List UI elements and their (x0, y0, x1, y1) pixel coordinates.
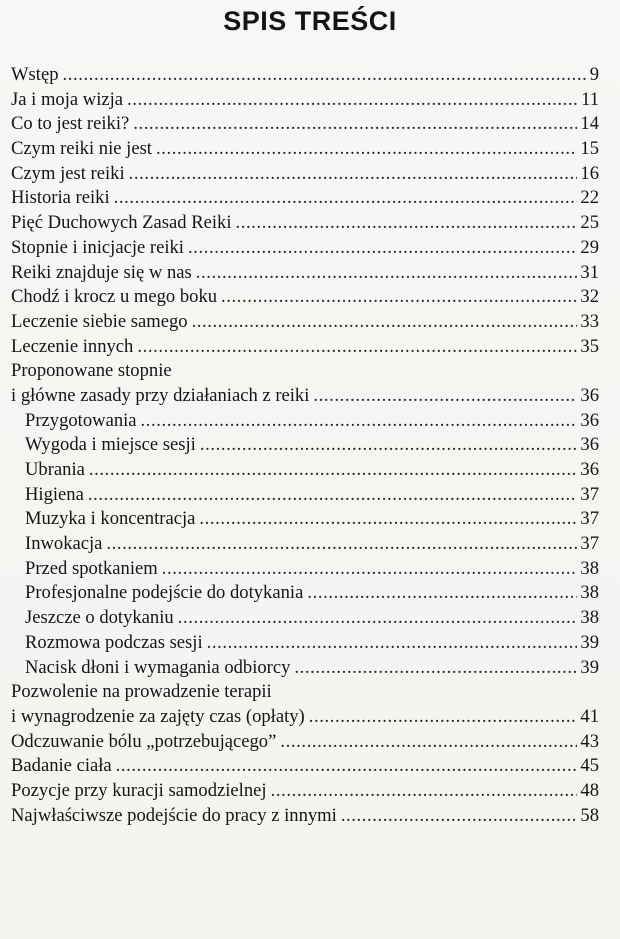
dot-leader (137, 335, 577, 360)
toc-subentry (11, 631, 599, 656)
toc-entry-label: Przed spotkaniem (25, 557, 158, 579)
toc-entry-page: 38 (580, 557, 599, 579)
toc-entry-page: 48 (580, 779, 599, 801)
toc-entry-page: 36 (580, 434, 599, 456)
dot-leader (106, 532, 577, 557)
dot-leader (221, 285, 577, 310)
toc-entry-page: 16 (580, 162, 599, 184)
dot-leader (280, 730, 577, 755)
toc-entry-page: 14 (580, 113, 599, 135)
toc-subentry (11, 433, 599, 458)
dot-leader (129, 162, 578, 187)
toc-entry (11, 112, 599, 137)
dot-leader (307, 581, 577, 606)
dot-leader (178, 606, 578, 631)
dot-leader (313, 384, 577, 409)
toc-entry-page: 39 (580, 656, 599, 678)
dot-leader (141, 409, 578, 434)
toc-entry-label: Jeszcze o dotykaniu (25, 607, 174, 629)
toc-entry-page: 22 (580, 187, 599, 209)
toc-entry-heading-line (11, 359, 599, 384)
toc-entry-page: 29 (580, 236, 599, 258)
toc-entry (11, 730, 599, 755)
toc-entry-page: 41 (580, 705, 599, 727)
toc-entry-label-line1: Pozwolenie na prowadzenie terapii (11, 681, 272, 703)
toc-entry-page: 35 (580, 335, 599, 357)
toc-subentry (11, 606, 599, 631)
toc-entry-label: i wynagrodzenie za zajęty czas (opłaty) (11, 705, 305, 727)
toc-entry-label: Wstęp (11, 64, 59, 85)
dot-leader (116, 754, 578, 779)
toc-entry-page: 38 (580, 607, 599, 629)
toc-entry-page: 15 (580, 138, 599, 160)
toc-entry-label: Pozycje przy kuracji samodzielnej (11, 779, 267, 801)
dot-leader (188, 236, 577, 261)
toc-entry (11, 705, 599, 730)
toc-entry-page: 37 (580, 483, 599, 505)
toc-entry-label: Ubrania (25, 459, 85, 480)
toc-entry-label: Leczenie siebie samego (11, 310, 188, 332)
toc-entry-label-line1: Proponowane stopnie (11, 360, 172, 382)
dot-leader (89, 458, 578, 483)
toc-entry (11, 63, 599, 88)
toc-entry-label: Chodź i krocz u mego boku (11, 286, 218, 308)
toc-entry-label: Najwłaściwsze podejście do pracy z innymi (11, 804, 337, 826)
table-of-contents (11, 63, 599, 828)
toc-entry-label: Leczenie innych (11, 335, 134, 357)
toc-entry (11, 384, 599, 409)
toc-entry (11, 186, 599, 211)
toc-entry-label: Co to jest reiki? (11, 113, 130, 135)
toc-subentry (11, 507, 599, 532)
toc-entry-label: Nacisk dłoni i wymagania odbiorcy (25, 656, 291, 678)
toc-entry (11, 261, 599, 286)
dot-leader (114, 186, 578, 211)
toc-entry-label: Wygoda i miejsce sesji (25, 434, 196, 456)
toc-entry-label: Czym jest reiki (11, 162, 125, 184)
toc-subentry (11, 483, 599, 508)
toc-entry-label: i główne zasady przy działaniach z reiki (11, 384, 310, 406)
toc-entry-heading-line (11, 680, 599, 705)
toc-entry-page: 43 (580, 730, 599, 752)
toc-entry-label: Odczuwanie bólu „potrzebującego” (11, 730, 277, 752)
dot-leader (200, 433, 578, 458)
dot-leader (162, 557, 578, 582)
toc-entry (11, 285, 599, 310)
toc-entry-label: Reiki znajduje się w nas (11, 261, 192, 283)
toc-entry-page: 31 (580, 261, 599, 283)
toc-entry-page: 37 (580, 533, 599, 555)
toc-entry-label: Pięć Duchowych Zasad Reiki (11, 212, 232, 234)
dot-leader (199, 507, 577, 532)
dot-leader (156, 137, 577, 162)
dot-leader (294, 656, 577, 681)
toc-entry-label: Ja i moja wizja (11, 88, 124, 110)
toc-entry-label: Przygotowania (25, 409, 137, 431)
toc-entry-page: 33 (580, 310, 599, 332)
toc-entry (11, 236, 599, 261)
toc-entry-page: 11 (581, 88, 599, 110)
toc-entry-label: Muzyka i koncentracja (25, 508, 196, 530)
toc-entry-page: 36 (580, 459, 599, 480)
toc-subentry (11, 557, 599, 582)
toc-entry-label: Czym reiki nie jest (11, 138, 152, 160)
toc-subentry (11, 656, 599, 681)
toc-entry (11, 335, 599, 360)
toc-entry (11, 211, 599, 236)
toc-entry-page: 36 (580, 384, 599, 406)
toc-entry-label: Stopnie i inicjacje reiki (11, 236, 184, 258)
dot-leader (133, 112, 577, 137)
toc-entry-page: 45 (580, 755, 599, 777)
toc-entry-page: 39 (580, 631, 599, 653)
toc-entry-label: Rozmowa podczas sesji (25, 631, 203, 653)
toc-entry-page: 25 (580, 212, 599, 234)
toc-entry-page: 9 (589, 64, 599, 85)
page-title: SPIS TREŚCI (223, 6, 397, 36)
toc-entry (11, 804, 599, 829)
toc-subentry (11, 581, 599, 606)
toc-entry-label: Historia reiki (11, 187, 110, 209)
toc-entry (11, 754, 599, 779)
toc-entry (11, 310, 599, 335)
dot-leader (207, 631, 578, 656)
toc-subentry (11, 458, 599, 483)
toc-entry (11, 779, 599, 804)
dot-leader (196, 261, 578, 286)
dot-leader (235, 211, 577, 236)
toc-entry-page: 37 (580, 508, 599, 530)
toc-entry-label: Badanie ciała (11, 755, 112, 777)
dot-leader (309, 705, 578, 730)
dot-leader (341, 804, 578, 829)
dot-leader (88, 483, 578, 508)
toc-entry (11, 88, 599, 113)
toc-entry-page: 32 (580, 286, 599, 308)
toc-entry-page: 58 (580, 804, 599, 826)
toc-entry-page: 36 (580, 409, 599, 431)
toc-entry (11, 137, 599, 162)
toc-entry-page: 38 (580, 582, 599, 604)
toc-subentry (11, 409, 599, 434)
dot-leader (127, 88, 578, 113)
toc-entry-label: Higiena (25, 483, 84, 505)
toc-subentry (11, 532, 599, 557)
dot-leader (192, 310, 578, 335)
toc-entry (11, 162, 599, 187)
dot-leader (271, 779, 578, 804)
toc-entry-label: Inwokacja (25, 533, 103, 555)
toc-entry-label: Profesjonalne podejście do dotykania (25, 582, 304, 604)
dot-leader (63, 63, 587, 88)
